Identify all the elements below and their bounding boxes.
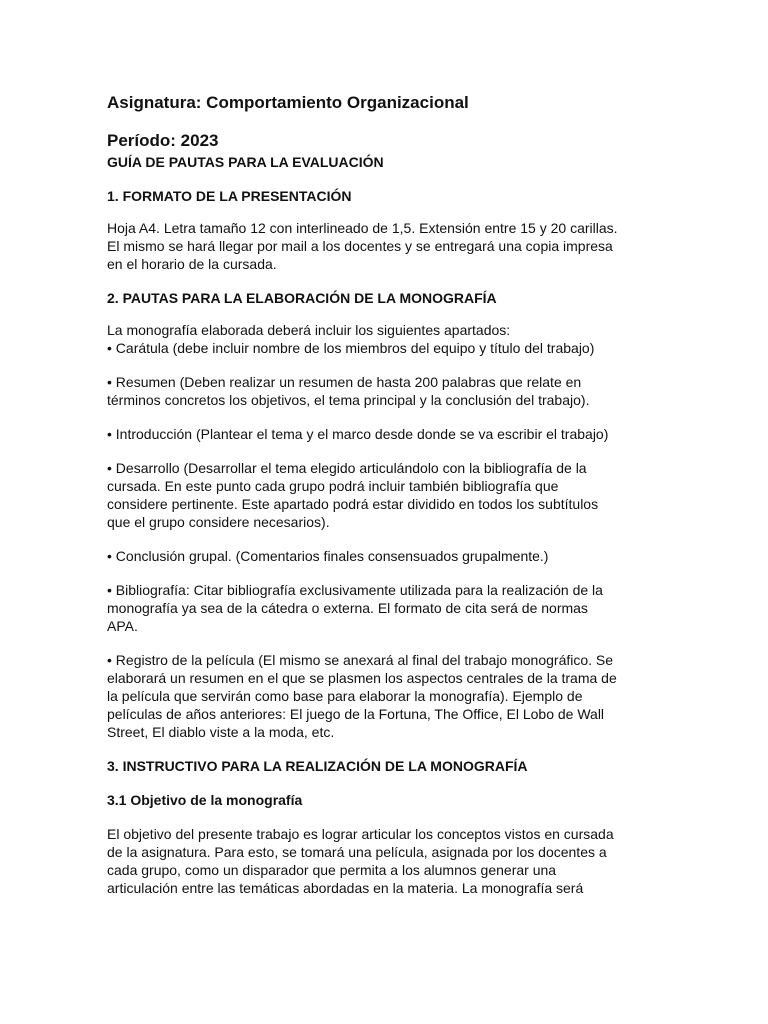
bullet-desarrollo xyxy=(107,459,667,531)
text-line: El mismo se hará llegar por mail a los docentes y se entregará una copia impresa xyxy=(107,238,613,254)
text-line: películas de años anteriores: El juego de la Fortuna, The Office, El Lobo de Wall xyxy=(107,706,605,722)
section-2-heading: 2. PAUTAS PARA LA ELABORACIÓN DE LA MONOGRAFÍA xyxy=(107,290,497,306)
section-3-heading: 3. INSTRUCTIVO PARA LA REALIZACIÓN DE LA MONOGRAFÍA xyxy=(107,758,528,774)
text-line: El objetivo del presente trabajo es lograr articular los conceptos vistos en cursada xyxy=(107,826,614,842)
text-line: • Introducción (Plantear el tema y el marco desde donde se va escribir el trabajo) xyxy=(107,426,609,442)
subject-title: Asignatura: Comportamiento Organizacional xyxy=(107,93,469,112)
text-line: cursada. En este punto cada grupo podrá incluir también bibliografía que xyxy=(107,478,559,494)
text-line: que el grupo considere necesarios). xyxy=(107,514,330,530)
text-line: la película que servirán como base para elaborar la monografía). Ejemplo de xyxy=(107,688,583,704)
section-3-1-heading: 3.1 Objetivo de la monografía xyxy=(107,792,303,808)
text-line: en el horario de la cursada. xyxy=(107,256,277,272)
period-title: Período: 2023 xyxy=(107,131,219,150)
section-3-1-paragraph xyxy=(107,825,667,897)
bullet-caratula: • Carátula (debe incluir nombre de los miembros del equipo y título del trabajo) xyxy=(107,340,595,356)
text-line: • Bibliografía: Citar bibliografía exclusivamente utilizada para la realización de la xyxy=(107,582,603,598)
bullet-conclusion xyxy=(107,547,667,565)
bullet-resumen xyxy=(107,373,667,409)
section-1-paragraph xyxy=(107,219,667,273)
document-page xyxy=(107,92,667,897)
text-line: considere pertinente. Este apartado podrá estar dividido en todos los subtítulos xyxy=(107,496,599,512)
bullet-registro xyxy=(107,651,667,741)
section-2-intro xyxy=(107,321,667,357)
text-line: cada grupo, como un disparador que permita a los alumnos generar una xyxy=(107,862,557,878)
text-line: articulación entre las temáticas abordadas en la materia. La monografía será xyxy=(107,880,584,896)
text-line: Street, El diablo viste a la moda, etc. xyxy=(107,724,335,740)
guide-title: GUÍA DE PAUTAS PARA LA EVALUACIÓN xyxy=(107,154,384,170)
bullet-bibliografia xyxy=(107,581,667,635)
section-1-heading: 1. FORMATO DE LA PRESENTACIÓN xyxy=(107,188,352,204)
text-line: La monografía elaborada deberá incluir los siguientes apartados: xyxy=(107,322,511,338)
text-line: de la asignatura. Para esto, se tomará una película, asignada por los docentes a xyxy=(107,844,607,860)
bullet-introduccion xyxy=(107,425,667,443)
text-line: • Conclusión grupal. (Comentarios finales consensuados grupalmente.) xyxy=(107,548,549,564)
text-line: Hoja A4. Letra tamaño 12 con interlineado de 1,5. Extensión entre 15 y 20 carillas. xyxy=(107,220,618,236)
text-line: APA. xyxy=(107,618,138,634)
text-line: • Resumen (Deben realizar un resumen de hasta 200 palabras que relate en xyxy=(107,374,582,390)
text-line: elaborará un resumen en el que se plasmen los aspectos centrales de la trama de xyxy=(107,670,617,686)
text-line: • Desarrollo (Desarrollar el tema elegido articulándolo con la bibliografía de la xyxy=(107,460,587,476)
text-line: términos concretos los objetivos, el tema principal y la conclusión del trabajo). xyxy=(107,392,590,408)
text-line: monografía ya sea de la cátedra o externa. El formato de cita será de normas xyxy=(107,600,588,616)
text-line: • Registro de la película (El mismo se anexará al final del trabajo monográfico. Se xyxy=(107,652,614,668)
